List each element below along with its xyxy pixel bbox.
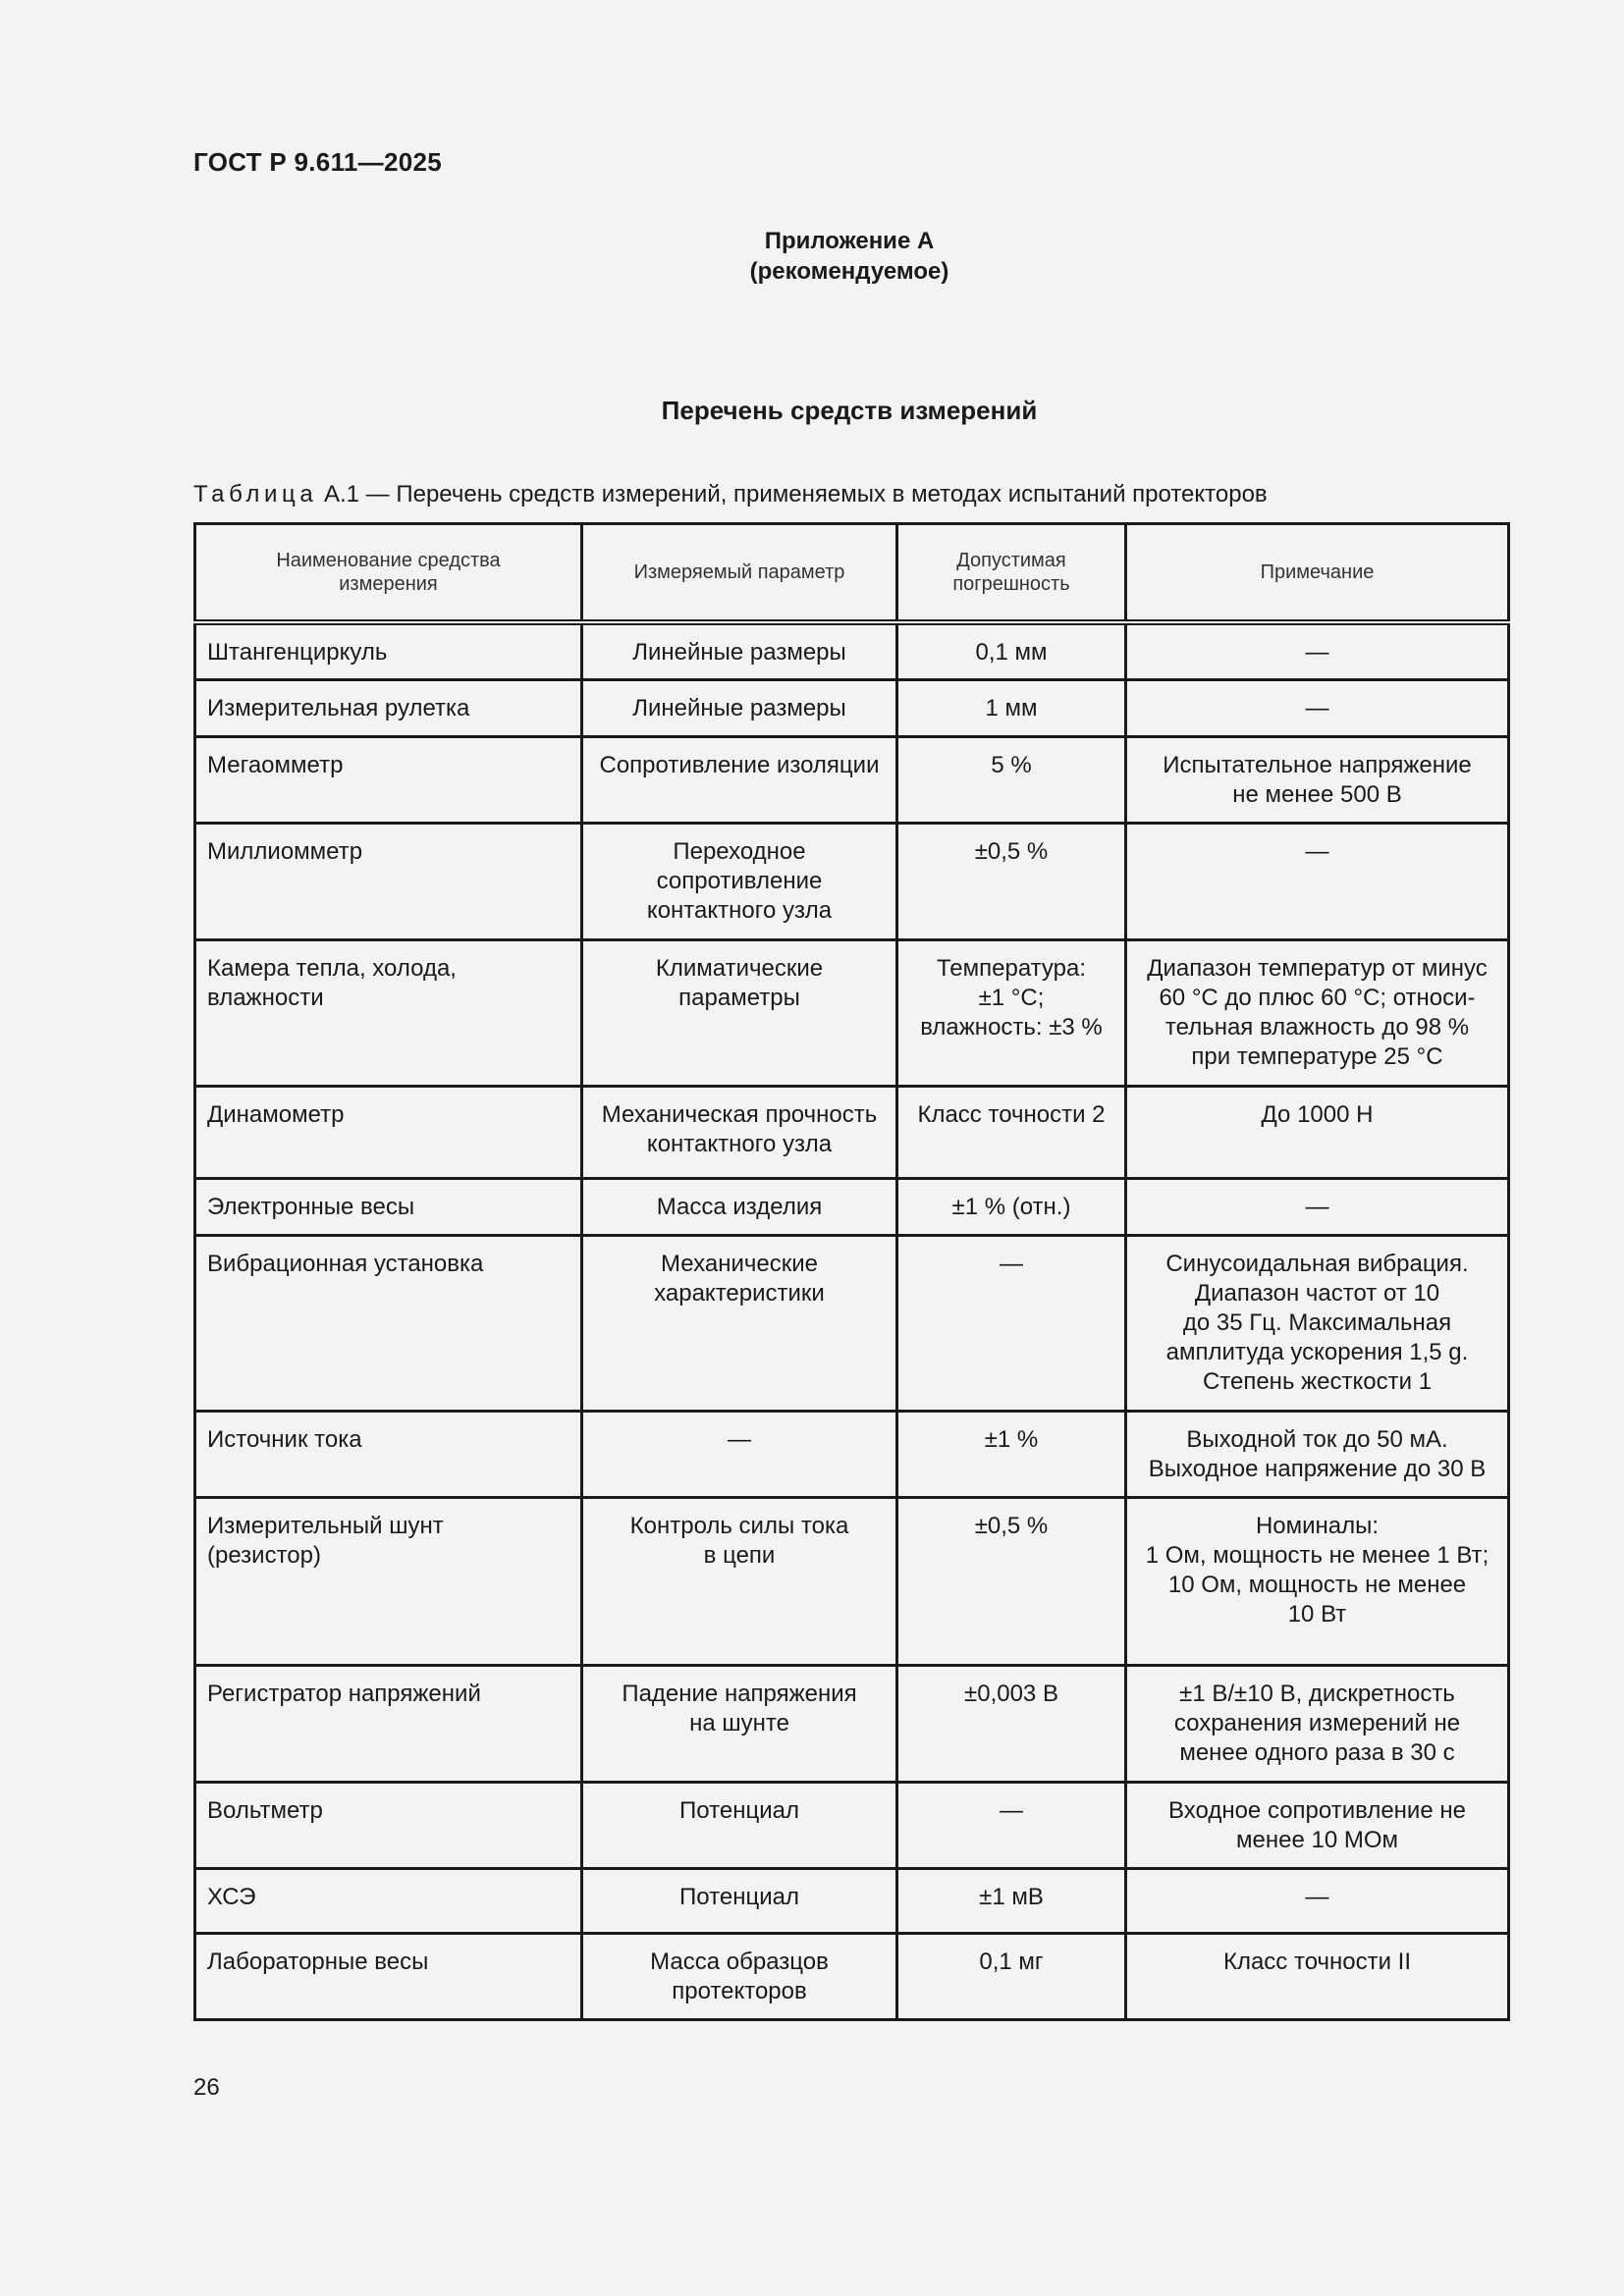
table-caption-text: А.1 — Перечень средств измерений, применяемых в методах испытаний протекторов — [323, 481, 1268, 507]
note-cell: — — [1126, 823, 1509, 939]
table-row — [195, 1178, 1509, 1235]
permissible-error-cell: 5 % — [897, 736, 1126, 823]
table-row — [195, 1933, 1509, 2019]
page-number: 26 — [193, 2074, 220, 2101]
table-row — [195, 622, 1509, 679]
section-title: Перечень средств измерений — [661, 396, 1038, 425]
table-row — [195, 1868, 1509, 1933]
measured-parameter-cell: Климатические параметры — [582, 939, 897, 1086]
instrument-name-cell: Электронные весы — [195, 1178, 582, 1235]
note-cell: — — [1126, 1178, 1509, 1235]
measured-parameter-cell: Сопротивление изоляции — [582, 736, 897, 823]
instrument-name-cell: Вибрационная установка — [195, 1235, 582, 1411]
permissible-error-cell: ±0,003 В — [897, 1665, 1126, 1782]
permissible-error-cell: ±0,5 % — [897, 823, 1126, 939]
header-instrument-name: Наименование средства измерения — [195, 524, 582, 623]
note-cell: Номиналы: 1 Ом, мощность не менее 1 Вт; 10 Ом, мощность не менее 10 Вт — [1126, 1497, 1509, 1665]
permissible-error-cell: ±1 % — [897, 1411, 1126, 1497]
document-code: ГОСТ Р 9.611—2025 — [193, 147, 442, 177]
measured-parameter-cell: Линейные размеры — [582, 622, 897, 679]
header-note: Примечание — [1126, 524, 1509, 623]
table-caption-label: Таблица — [193, 481, 318, 507]
appendix-status: (рекомендуемое) — [749, 258, 949, 285]
instrument-name-cell: Миллиомметр — [195, 823, 582, 939]
instrument-name-cell: Источник тока — [195, 1411, 582, 1497]
permissible-error-cell: 0,1 мм — [897, 622, 1126, 679]
measured-parameter-cell: Потенциал — [582, 1868, 897, 1933]
table-body — [195, 622, 1509, 2019]
permissible-error-cell: 1 мм — [897, 679, 1126, 736]
instrument-name-cell: ХСЭ — [195, 1868, 582, 1933]
measured-parameter-cell: Контроль силы тока в цепи — [582, 1497, 897, 1665]
permissible-error-cell: Температура: ±1 °С; влажность: ±3 % — [897, 939, 1126, 1086]
instrument-name-cell: Динамометр — [195, 1086, 582, 1178]
measured-parameter-cell: Падение напряжения на шунте — [582, 1665, 897, 1782]
permissible-error-cell: ±0,5 % — [897, 1497, 1126, 1665]
table-header-row — [195, 524, 1509, 623]
note-cell: ±1 В/±10 В, дискретность сохранения измерений не менее одного раза в 30 с — [1126, 1665, 1509, 1782]
table-row — [195, 939, 1509, 1086]
measured-parameter-cell: Механическая прочность контактного узла — [582, 1086, 897, 1178]
permissible-error-cell: ±1 мВ — [897, 1868, 1126, 1933]
appendix-title: Приложение А — [764, 228, 935, 254]
instrument-name-cell: Регистратор напряжений — [195, 1665, 582, 1782]
measured-parameter-cell: Переходное сопротивление контактного узла — [582, 823, 897, 939]
permissible-error-cell: ±1 % (отн.) — [897, 1178, 1126, 1235]
note-cell: Синусоидальная вибрация. Диапазон частот от 10 до 35 Гц. Максимальная амплитуда ускорения 1,5 g. Степень жесткости 1 — [1126, 1235, 1509, 1411]
instrument-name-cell: Камера тепла, холода, влажности — [195, 939, 582, 1086]
table-row — [195, 736, 1509, 823]
measuring-instruments-table — [193, 522, 1510, 2021]
measured-parameter-cell: Потенциал — [582, 1782, 897, 1868]
appendix-heading — [0, 226, 1624, 287]
measured-parameter-cell: — — [582, 1411, 897, 1497]
note-cell: Входное сопротивление не менее 10 МОм — [1126, 1782, 1509, 1868]
permissible-error-cell: — — [897, 1235, 1126, 1411]
header-permissible-error: Допустимая погрешность — [897, 524, 1126, 623]
table-row — [195, 1411, 1509, 1497]
note-cell: — — [1126, 622, 1509, 679]
permissible-error-cell: Класс точности 2 — [897, 1086, 1126, 1178]
note-cell: — — [1126, 1868, 1509, 1933]
table-row — [195, 679, 1509, 736]
note-cell: Класс точности II — [1126, 1933, 1509, 2019]
permissible-error-cell: — — [897, 1782, 1126, 1868]
note-cell: До 1000 Н — [1126, 1086, 1509, 1178]
table-row — [195, 1086, 1509, 1178]
permissible-error-cell: 0,1 мг — [897, 1933, 1126, 2019]
note-cell: Выходной ток до 50 мА. Выходное напряжение до 30 В — [1126, 1411, 1509, 1497]
table-row — [195, 1782, 1509, 1868]
instrument-name-cell: Штангенциркуль — [195, 622, 582, 679]
instrument-name-cell: Вольтметр — [195, 1782, 582, 1868]
measured-parameter-cell: Линейные размеры — [582, 679, 897, 736]
header-measured-parameter: Измеряемый параметр — [582, 524, 897, 623]
table-row — [195, 823, 1509, 939]
measured-parameter-cell: Масса образцов протекторов — [582, 1933, 897, 2019]
table-row — [195, 1497, 1509, 1665]
instrument-name-cell: Измерительная рулетка — [195, 679, 582, 736]
note-cell: Испытательное напряжение не менее 500 В — [1126, 736, 1509, 823]
measured-parameter-cell: Механические характеристики — [582, 1235, 897, 1411]
measured-parameter-cell: Масса изделия — [582, 1178, 897, 1235]
instrument-name-cell: Лабораторные весы — [195, 1933, 582, 2019]
instrument-name-cell: Измерительный шунт (резистор) — [195, 1497, 582, 1665]
instrument-name-cell: Мегаомметр — [195, 736, 582, 823]
table-row — [195, 1665, 1509, 1782]
table-row — [195, 1235, 1509, 1411]
table-caption — [193, 481, 1268, 508]
note-cell: — — [1126, 679, 1509, 736]
note-cell: Диапазон температур от минус 60 °С до плюс 60 °С; относи- тельная влажность до 98 % при температуре 25 °С — [1126, 939, 1509, 1086]
